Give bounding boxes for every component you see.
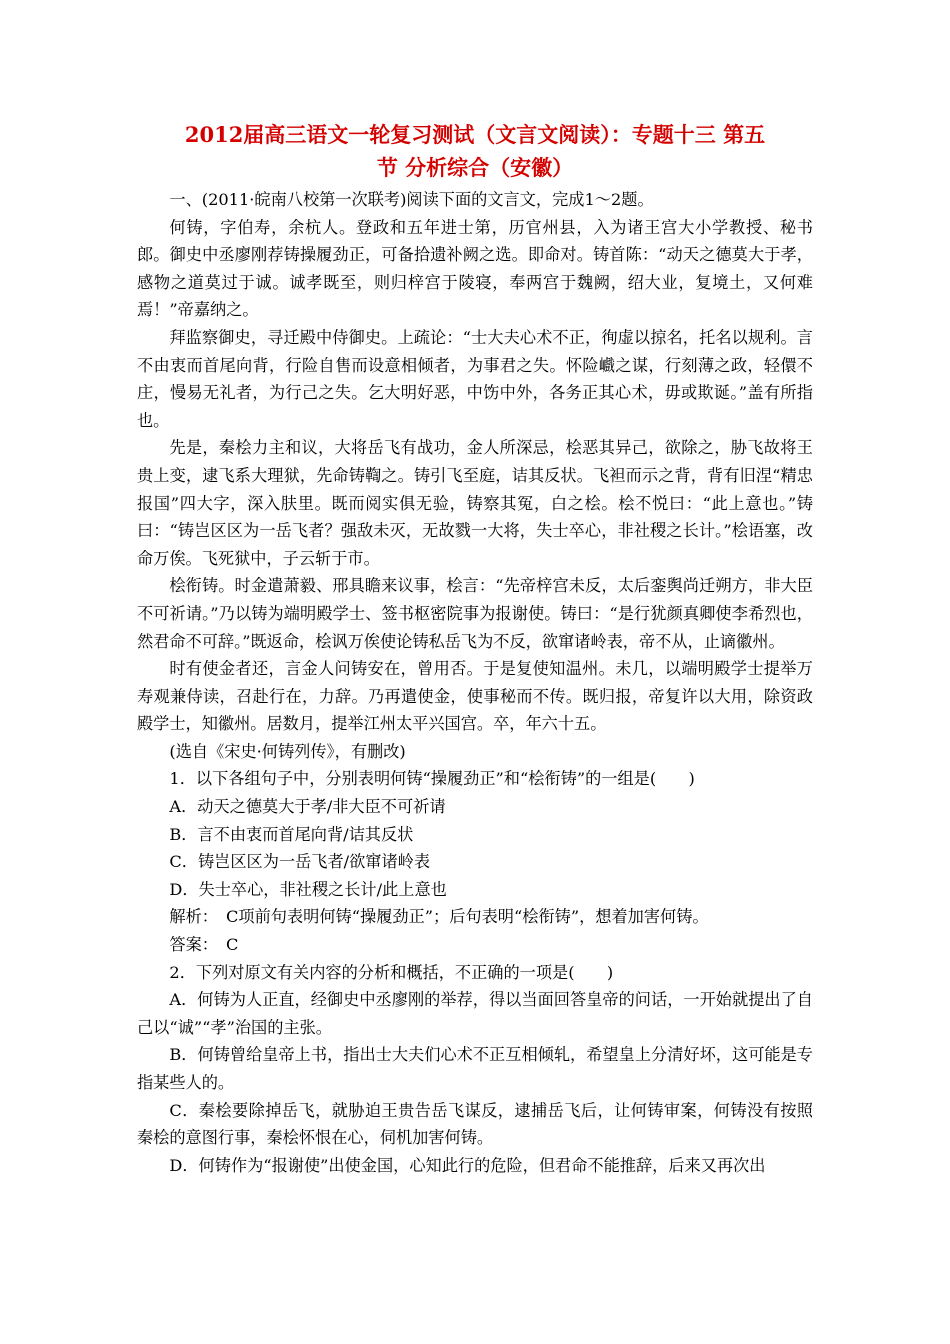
question-2-option: D．何铸作为“报谢使”出使金国，心知此行的危险，但君命不能推辞，后来又再次出	[169, 1155, 766, 1175]
passage-paragraph: 何铸，字伯寿，余杭人。登政和五年进士第，历官州县，入为诸王宫大小学教授、秘书郎。御史中丞廖刚荐铸操履劲正，可备拾遗补阙之选。即命对。铸首陈：“动天之德莫大于孝，感物之道莫过于诚。诚孝既至，则归梓宫于陵寝，奉两宫于魏阙，绍大业，复境土，又何难焉！”帝嘉纳之。	[137, 217, 813, 320]
title-line-1: 2012届高三语文一轮复习测试（文言文阅读）：专题十三 第五	[184, 122, 766, 147]
question-2-option: A．何铸为人正直，经御史中丞廖刚的举荐，得以当面回答皇帝的问话，一开始就提出了自己以“诚”“孝”治国的主张。	[137, 990, 813, 1037]
passage-paragraph: 先是，秦桧力主和议，大将岳飞有战功，金人所深忌，桧恶其异己，欲除之，胁飞故将王贵上变，逮飞系大理狱，先命铸鞫之。铸引飞至庭，诘其反状。飞袒而示之背，背有旧涅“精忠报国”四大字，深入肤里。既而阅实俱无验，铸察其冤，白之桧。桧不悦曰：“此上意也。”铸曰：“铸岂区区为一岳飞者？强敌未灭，无故戮一大将，失士卒心，非社稷之长计。”桧语塞，改命万俟。飞死狱中，子云斩于市。	[137, 438, 813, 568]
passage-source: (选自《宋史·何铸列传》，有删改)	[169, 741, 406, 761]
passage-paragraph: 桧衔铸。时金遣萧毅、邢具瞻来议事，桧言：“先帝梓宫未反，太后銮舆尚迁朔方，非大臣不可祈请。”乃以铸为端明殿学士、签书枢密院事为报谢使。铸曰：“是行犹颜真卿使李希烈也，然君命不可辞。”既返命，桧讽万俟使论铸私岳飞为不反，欲窜诸岭表，帝不从，止谪徽州。	[137, 576, 813, 651]
question-1-option: A．动天之德莫大于孝/非大臣不可祈请	[169, 797, 446, 817]
passage-paragraph: 时有使金者还，言金人问铸安在，曾用否。于是复使知温州。未几，以端明殿学士提举万寿观兼侍读，召赴行在，力辞。乃再遣使金，使事秘而不传。既归报，帝复许以大用，除资政殿学士，知徽州。居数月，提举江州太平兴国宫。卒，年六十五。	[137, 659, 813, 734]
question-intro: 一、(2011·皖南八校第一次联考)阅读下面的文言文，完成1～2题。	[169, 190, 654, 209]
question-2-option: C．秦桧要除掉岳飞，就胁迫王贵告岳飞谋反，逮捕岳飞后，让何铸审案，何铸没有按照秦桧的意图行事，秦桧怀恨在心，伺机加害何铸。	[137, 1100, 813, 1148]
document-page	[137, 118, 813, 1179]
question-1-option: D．失士卒心，非社稷之长计/此上意也	[169, 879, 447, 899]
passage-paragraph: 拜监察御史，寻迁殿中侍御史。上疏论：“士大夫心术不正，徇虚以掠名，托名以规利。言不由衷而首尾向背，行险自售而设意相倾者，为事君之失。怀险巇之谋，行刻薄之政，轻儇不庄，慢易无礼者，为行己之失。乞大明好恶，中饬中外，各务正其心术，毋或欺诞。”盖有所指也。	[137, 327, 813, 430]
question-2-stem: 2．下列对原文有关内容的分析和概括，不正确的一项是( )	[169, 962, 614, 982]
question-1-option: B．言不由衷而首尾向背/诘其反状	[169, 824, 414, 844]
question-1-analysis: 解析： C项前句表明何铸“操履劲正”；后句表明“桧衔铸”，想着加害何铸。	[169, 907, 709, 927]
question-2-option: B．何铸曾给皇帝上书，指出士大夫们心术不正互相倾轧，希望皇上分清好坏，这可能是专指某些人的。	[137, 1045, 813, 1092]
document-title	[137, 118, 813, 184]
question-1-stem: 1．以下各组句子中，分别表明何铸“操履劲正”和“桧衔铸”的一组是( )	[169, 769, 695, 789]
question-1-answer: 答案： C	[169, 935, 239, 955]
question-1-option: C．铸岂区区为一岳飞者/欲窜诸岭表	[169, 852, 431, 872]
title-line-2: 节 分析综合（安徽）	[376, 155, 574, 180]
